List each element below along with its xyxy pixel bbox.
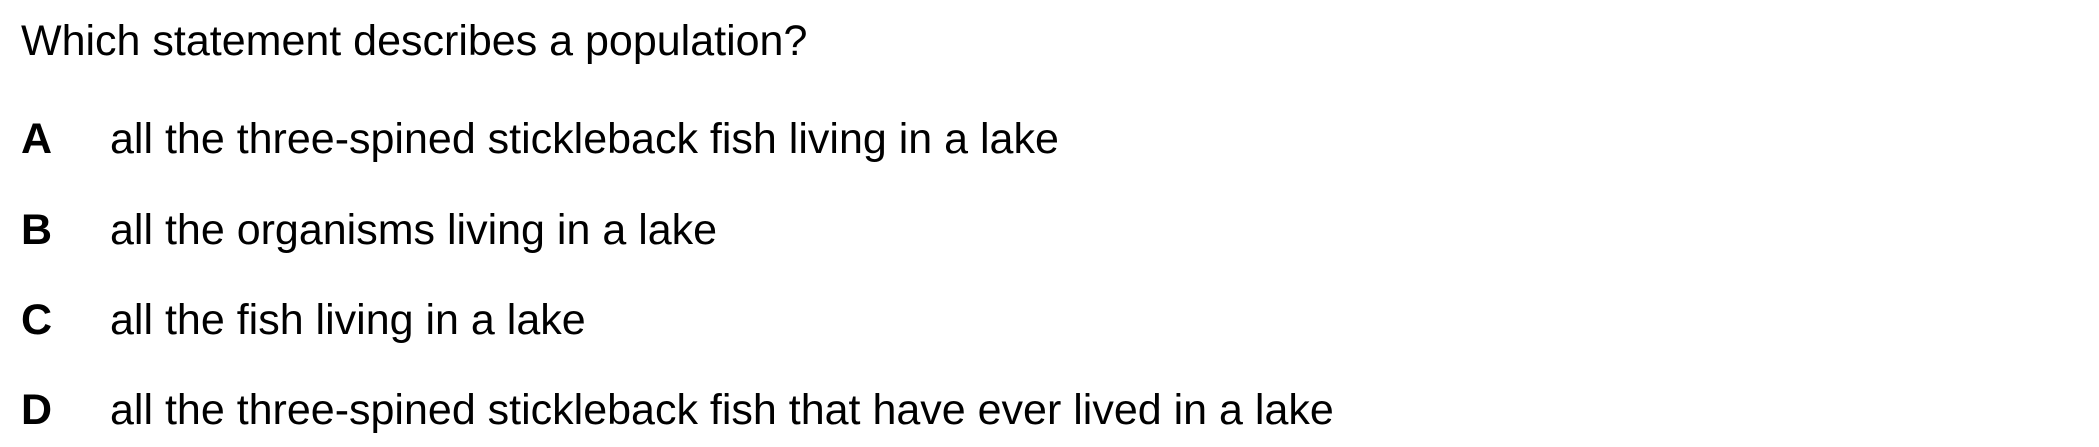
option-b-letter: B — [21, 205, 53, 254]
question-stem: Which statement describes a population? — [21, 17, 808, 65]
option-c-text: all the fish living in a lake — [110, 295, 586, 344]
option-a-letter: A — [21, 114, 53, 163]
option-a-text: all the three-spined stickleback fish living in a lake — [110, 114, 1059, 163]
option-c-letter: C — [21, 295, 53, 344]
option-b[interactable] — [21, 202, 717, 258]
option-a[interactable] — [21, 111, 1059, 167]
option-c[interactable] — [21, 292, 586, 348]
option-b-text: all the organisms living in a lake — [110, 205, 718, 254]
option-d-letter: D — [21, 385, 53, 434]
option-d-text: all the three-spined stickleback fish that have ever lived in a lake — [110, 385, 1334, 434]
option-d[interactable] — [21, 382, 1334, 438]
